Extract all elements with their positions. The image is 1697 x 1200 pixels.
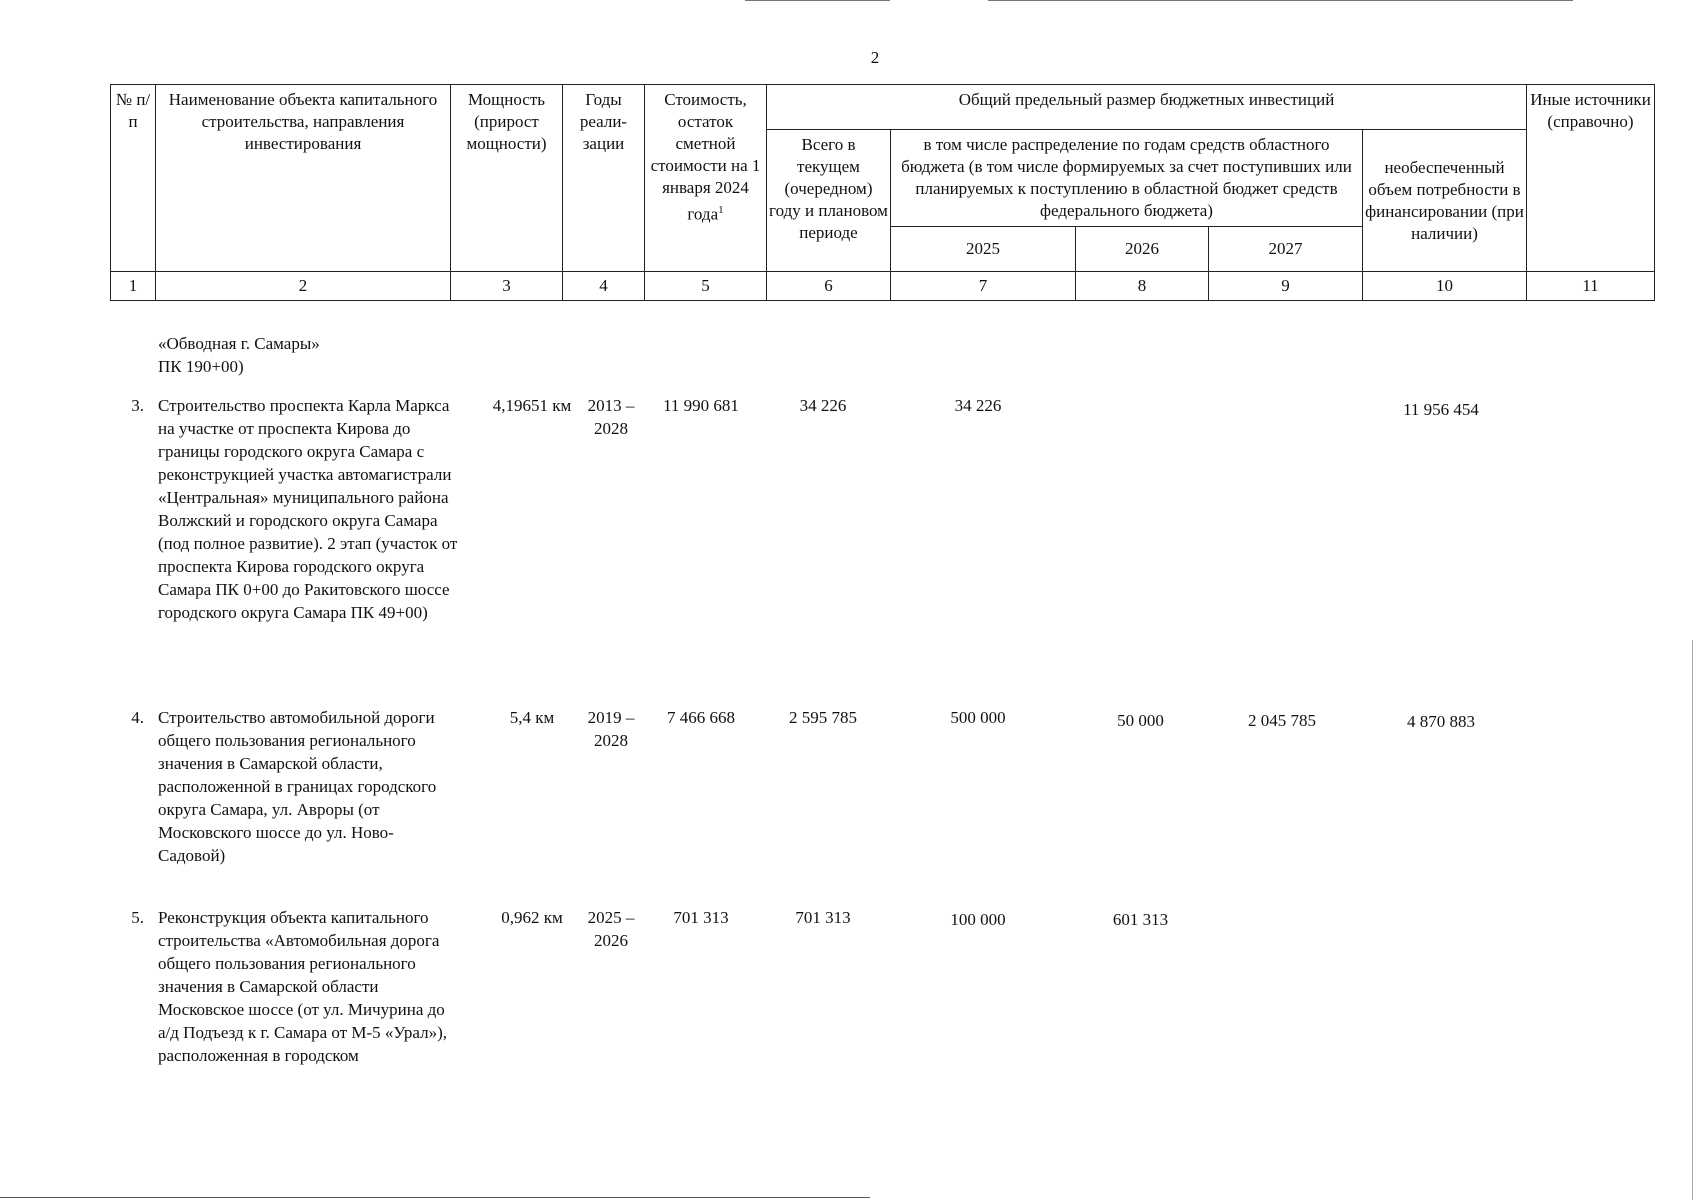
capacity: 0,962 км	[501, 908, 563, 927]
header-year-2026: 2026	[1076, 227, 1209, 272]
total-value: 701 313	[795, 908, 851, 927]
continuation-line: ПК 190+00)	[158, 357, 244, 376]
header-col-unfunded: необеспеченный объем потребности в финансировании (при наличии)	[1363, 130, 1527, 272]
column-numbers-row	[111, 272, 1655, 301]
row-number: 5.	[131, 908, 144, 927]
capacity: 5,4 км	[509, 708, 555, 727]
column-number: 10	[1363, 272, 1527, 301]
column-number: 5	[645, 272, 767, 301]
year-2026-value: 601 313	[1112, 910, 1169, 929]
capacity: 4,19651 км	[492, 396, 572, 415]
header-subgroup-by-years: в том числе распределение по годам средств областного бюджета (в том числе формируемых за счет поступивших или планируемых к поступлению в областной бюджет средств федерального бюджета)	[891, 130, 1363, 227]
column-number: 3	[451, 272, 563, 301]
header-group-budget: Общий предельный размер бюджетных инвестиций	[767, 85, 1527, 130]
row-number: 3.	[131, 396, 144, 415]
page-number: 2	[870, 48, 880, 67]
year-2025-value: 500 000	[950, 708, 1006, 727]
scan-edge-line	[745, 0, 890, 1]
column-number: 9	[1209, 272, 1363, 301]
column-number: 11	[1527, 272, 1655, 301]
year-2025-value: 34 226	[954, 396, 1002, 415]
column-number: 2	[156, 272, 451, 301]
footnote-mark: 1	[718, 204, 724, 216]
scan-edge-line	[1692, 640, 1693, 1200]
total-value: 34 226	[799, 396, 847, 415]
scan-edge-line	[988, 0, 1573, 1]
column-number: 6	[767, 272, 891, 301]
header-col-total: Всего в текущем (очередном) году и плановом периоде	[767, 130, 891, 272]
continuation-text	[158, 332, 458, 378]
implementation-years: 2013 – 2028	[587, 396, 635, 438]
object-name: Реконструкция объекта капитального строительства «Автомобильная дорога общего пользования регионального значения в Самарской области Московское шоссе (от ул. Мичурина до а/д Подъезд к г. Самара от М-5 «Урал»), расположенная в городском	[158, 908, 447, 1065]
scan-edge-line	[0, 1197, 870, 1198]
object-name: Строительство автомобильной дороги общего пользования регионального значения в Самарской области, расположенной в границах городского округа Самара, ул. Авроры (от Московского шоссе до ул. Ново-Садовой)	[158, 708, 437, 865]
header-year-2025: 2025	[891, 227, 1076, 272]
column-number: 8	[1076, 272, 1209, 301]
header-year-2027: 2027	[1209, 227, 1363, 272]
year-2027-value: 2 045 785	[1248, 711, 1316, 730]
header-col-cost: Стоимость, остаток сметной стоимости на 1 января 2024 года$^1$	[645, 85, 767, 272]
header-col-years: Годы реали-зации	[563, 85, 645, 272]
total-value: 2 595 785	[789, 708, 857, 727]
unfunded-value: 4 870 883	[1407, 712, 1475, 731]
cost-value: 11 990 681	[663, 396, 739, 415]
header-col-number: № п/п	[111, 85, 156, 272]
cost-value: 701 313	[673, 908, 729, 927]
header-col-capacity: Мощность (прирост мощности)	[451, 85, 563, 272]
cost-value: 7 466 668	[667, 708, 735, 727]
implementation-years: 2019 – 2028	[587, 708, 635, 750]
implementation-years: 2025 – 2026	[587, 908, 635, 950]
column-number: 7	[891, 272, 1076, 301]
column-number: 4	[563, 272, 645, 301]
continuation-line: «Обводная г. Самары»	[158, 334, 320, 353]
year-2026-value: 50 000	[1117, 711, 1164, 730]
year-2025-value: 100 000	[950, 910, 1006, 929]
column-number: 1	[111, 272, 156, 301]
header-col-other-sources: Иные источники (справочно)	[1527, 85, 1655, 272]
unfunded-value: 11 956 454	[1403, 400, 1479, 419]
header-col-name: Наименование объекта капитального строительства, направления инвестирования	[156, 85, 451, 272]
table-header	[110, 84, 1655, 301]
row-number: 4.	[131, 708, 144, 727]
object-name: Строительство проспекта Карла Маркса на участке от проспекта Кирова до границы городского округа Самара с реконструкцией участка автомагистрали «Центральная» муниципального района Волжский и городского округа Самара (под полное развитие). 2 этап (участок от проспекта Кирова городского округа Самара ПК 0+00 до Ракитовского шоссе городского округа Самара ПК 49+00)	[158, 396, 458, 622]
